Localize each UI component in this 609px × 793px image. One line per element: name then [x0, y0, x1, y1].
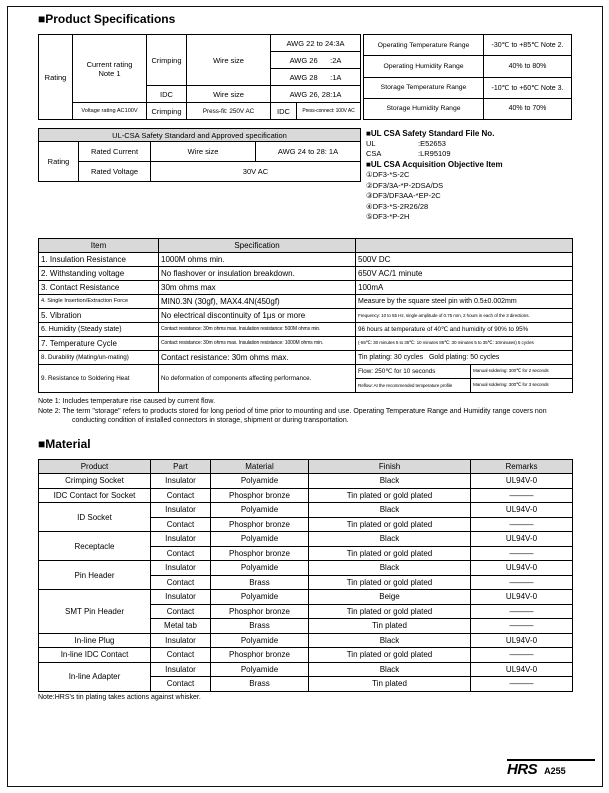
cell-part: Insulator	[151, 633, 211, 648]
cell-part: Contact	[151, 677, 211, 692]
spec-item-cell: 9. Resistance to Soldering Heat	[39, 364, 159, 392]
idc-cell: IDC	[147, 86, 187, 103]
table-row	[39, 35, 361, 52]
ulcsa-header-cell: UL-CSA Safety Standard and Approved specification	[39, 129, 361, 142]
cell-part: Insulator	[151, 474, 211, 489]
table-row	[39, 350, 573, 364]
table-row	[39, 322, 573, 336]
cell-remarks: ———	[471, 648, 573, 663]
cell-product: In-line Adapter	[39, 662, 151, 691]
cell-part: Contact	[151, 546, 211, 561]
spec-value-cell: No flashover or insulation breakdown.	[159, 266, 356, 280]
voltage-crimping-value-cell: Press-fit: 250V AC	[187, 103, 271, 120]
idc-awg-cell: AWG 26, 28:1A	[271, 86, 361, 103]
cell-part: Contact	[151, 488, 211, 503]
cell-finish: Tin plated or gold plated	[309, 575, 471, 590]
table-row	[39, 648, 573, 663]
spec-reflow-cell: Reflow: At the recommended temperature profile	[356, 378, 471, 392]
cell-material: Polyamide	[211, 503, 309, 518]
rated-voltage-cell: Rated Voltage	[79, 162, 151, 182]
spec-item-cell: 2. Withstanding voltage	[39, 266, 159, 280]
cell-material: Polyamide	[211, 662, 309, 677]
cell-material: Polyamide	[211, 561, 309, 576]
spec-cond-cell: 500V DC	[356, 252, 573, 266]
table-row	[39, 561, 573, 576]
cell-finish: Tin plated or gold plated	[309, 604, 471, 619]
table-row	[39, 252, 573, 266]
objective-item: ①DF3-*S-2C	[366, 170, 410, 179]
table-row	[39, 308, 573, 322]
cell-material: Phosphor bronze	[211, 517, 309, 532]
table-row	[364, 56, 572, 77]
env-label-cell: Storage Humidity Range	[364, 98, 484, 119]
note-2: Note 2: The term "storage" refers to products stored for long period of time prior to mounting and use. Operating Temperature Range and Humidity range covers non conducting condition of installed connectors in storage, shipment or during transportation.	[38, 407, 547, 424]
specification-table	[38, 238, 573, 393]
ulcsa-table	[38, 128, 361, 182]
cell-remarks: UL94V-0	[471, 590, 573, 605]
cell-part: Insulator	[151, 561, 211, 576]
cell-finish: Tin plated or gold plated	[309, 517, 471, 532]
hrs-logo: HRS	[507, 761, 538, 778]
cell-finish: Tin plated	[309, 619, 471, 634]
cell-remarks: UL94V-0	[471, 503, 573, 518]
awg-value-cell: AWG 26 :2A	[271, 52, 361, 69]
cell-remarks: ———	[471, 517, 573, 532]
current-rating-note: Note 1	[98, 68, 121, 78]
rating-table	[38, 34, 361, 120]
table-row	[39, 590, 573, 605]
cell-finish: Black	[309, 532, 471, 547]
cell-material: Phosphor bronze	[211, 546, 309, 561]
cell-finish: Tin plated or gold plated	[309, 488, 471, 503]
current-rating-label: Current rating	[86, 59, 133, 69]
safety-standard-block	[364, 128, 572, 223]
cell-material: Phosphor bronze	[211, 604, 309, 619]
objective-item: ②DF3/3A-*P-2DSA/DS	[366, 180, 444, 190]
voltage-crimping-cell: Crimping	[147, 103, 187, 120]
env-value-cell: -10℃ to +60℃ Note 3.	[484, 77, 572, 98]
ulcsa-rating-cell: Rating	[39, 142, 79, 182]
crimping-cell: Crimping	[147, 35, 187, 86]
ulcsa-wire-size-value-cell: AWG 24 to 28: 1A	[256, 142, 361, 162]
spec-cond-cell: 96 hours at temperature of 40℃ and humidity of 90% to 95%	[356, 322, 573, 336]
spec-item-cell: 1. Insulation Resistance	[39, 252, 159, 266]
cell-remarks: UL94V-0	[471, 474, 573, 489]
table-row	[39, 532, 573, 547]
table-header-row	[39, 459, 573, 474]
spec-value-cell: Contact resistance: 30m ohms max.	[159, 350, 356, 364]
cell-part: Contact	[151, 575, 211, 590]
environment-table	[363, 34, 572, 120]
spec-cond-cell: (-55℃: 30 minutes 5 to 35℃: 10 minutes 85℃: 30 minutes 5 to 35℃: 10minutes) 5 cycles	[356, 336, 573, 350]
cell-remarks: ———	[471, 488, 573, 503]
table-row	[39, 336, 573, 350]
footer	[507, 759, 595, 777]
table-row	[39, 633, 573, 648]
cell-part: Insulator	[151, 590, 211, 605]
table-row	[39, 280, 573, 294]
table-row	[39, 474, 573, 489]
cell-remarks: ———	[471, 604, 573, 619]
cell-part: Metal tab	[151, 619, 211, 634]
safety-ul-line	[366, 139, 572, 149]
cell-remarks: ———	[471, 575, 573, 590]
table-row	[39, 364, 573, 378]
spec-flow-manual-cell: Manual soldering: 300℃ for 2 seconds	[471, 364, 573, 378]
page-content	[38, 12, 572, 701]
cell-finish: Beige	[309, 590, 471, 605]
cell-material: Phosphor bronze	[211, 488, 309, 503]
cell-remarks: ———	[471, 546, 573, 561]
spec-value-cell: Contact resistance: 30m ohms max. Insulation resistance: 1000M ohms min.	[159, 336, 356, 350]
spec-reflow-manual-cell: Manual soldering: 300℃ for 3 seconds	[471, 378, 573, 392]
awg-value-cell: AWG 28 :1A	[271, 69, 361, 86]
cell-material: Polyamide	[211, 590, 309, 605]
ul-label: UL	[366, 139, 376, 148]
table-header-row	[39, 238, 573, 252]
voltage-idc-cell: IDC	[271, 103, 297, 120]
section-title-material: ■Material	[38, 436, 91, 451]
cell-remarks: UL94V-0	[471, 662, 573, 677]
spec-item-cell: 5. Vibration	[39, 308, 159, 322]
cell-finish: Tin plated or gold plated	[309, 648, 471, 663]
voltage-idc-value-cell: Press-connect: 100V AC	[297, 103, 361, 120]
cell-finish: Tin plated or gold plated	[309, 546, 471, 561]
header-condition	[356, 238, 573, 252]
cell-material: Phosphor bronze	[211, 648, 309, 663]
table-row	[39, 129, 361, 142]
header-material: Material	[211, 459, 309, 474]
cell-product: Receptacle	[39, 532, 151, 561]
table-row	[364, 98, 572, 119]
spec-value-cell: 30m ohms max	[159, 280, 356, 294]
spec-cond-cell: 650V AC/1 minute	[356, 266, 573, 280]
cell-material: Polyamide	[211, 532, 309, 547]
spec-flow-cell: Flow: 250℃ for 10 seconds	[356, 364, 471, 378]
spec-cond-cell: 100mA	[356, 280, 573, 294]
cell-part: Contact	[151, 648, 211, 663]
cell-product: SMT Pin Header	[39, 590, 151, 634]
header-product: Product	[39, 459, 151, 474]
voltage-rating-label: Voltage rating	[81, 108, 116, 114]
cell-product: ID Socket	[39, 503, 151, 532]
cell-remarks: UL94V-0	[471, 561, 573, 576]
env-label-cell: Operating Temperature Range	[364, 35, 484, 56]
table-row	[39, 294, 573, 308]
header-remarks: Remarks	[471, 459, 573, 474]
spec-item-cell: 4. Single Insertion/Extraction Force	[39, 294, 159, 308]
voltage-rating-value: AC100V	[116, 108, 138, 114]
rating-section	[38, 34, 572, 120]
spec-value-cell: No deformation of components affecting performance.	[159, 364, 356, 392]
cell-finish: Black	[309, 561, 471, 576]
section-title-product-specifications: ■Product Specifications	[38, 12, 176, 26]
objective-item: ④DF3-*S-2R26/28	[366, 201, 429, 211]
cell-finish: Black	[309, 662, 471, 677]
notes-block	[38, 397, 572, 425]
material-note: Note:HRS's tin plating takes actions against whisker.	[38, 693, 201, 701]
rated-current-cell: Rated Current	[79, 142, 151, 162]
objective-item: ③DF3/DF3AA-*EP-2C	[366, 191, 441, 200]
table-row	[39, 503, 573, 518]
cell-material: Polyamide	[211, 474, 309, 489]
spec-item-cell: 6. Humidity (Steady state)	[39, 322, 159, 336]
rated-voltage-value-cell: 30V AC	[151, 162, 361, 182]
cell-finish: Black	[309, 474, 471, 489]
cell-material: Brass	[211, 677, 309, 692]
spec-item-cell: 7. Temperature Cycle	[39, 336, 159, 350]
table-row	[39, 162, 361, 182]
ulcsa-section	[38, 128, 572, 223]
cell-product: Crimping Socket	[39, 474, 151, 489]
env-label-cell: Storage Temperature Range	[364, 77, 484, 98]
cell-finish: Black	[309, 503, 471, 518]
ulcsa-wire-size-cell: Wire size	[151, 142, 256, 162]
env-value-cell: 40% to 70%	[484, 98, 572, 119]
env-label-cell: Operating Humidity Range	[364, 56, 484, 77]
env-value-cell: 40% to 80%	[484, 56, 572, 77]
header-specification: Specification	[159, 238, 356, 252]
safety-csa-line	[366, 149, 572, 159]
material-table	[38, 459, 573, 692]
spec-cond-cell: Measure by the square steel pin with 0.5±0.002mm	[356, 294, 573, 308]
cell-part: Insulator	[151, 532, 211, 547]
awg-value-cell: AWG 22 to 24:3A	[271, 35, 361, 52]
voltage-rating-cell	[73, 103, 147, 120]
spec-value-cell: MIN0.3N (30gf), MAX4.4N(450gf)	[159, 294, 356, 308]
spec-value-cell: 1000M ohms min.	[159, 252, 356, 266]
cell-finish: Tin plated	[309, 677, 471, 692]
cell-product: Pin Header	[39, 561, 151, 590]
wire-size-cell: Wire size	[187, 35, 271, 86]
cell-remarks: ———	[471, 619, 573, 634]
env-value-cell: -30℃ to +85℃ Note 2.	[484, 35, 572, 56]
csa-value: :LR95109	[418, 149, 451, 158]
csa-label: CSA	[366, 149, 382, 158]
cell-material: Brass	[211, 619, 309, 634]
header-part: Part	[151, 459, 211, 474]
table-row	[39, 662, 573, 677]
spec-item-cell: 3. Contact Resistance	[39, 280, 159, 294]
spec-value-cell: Contact resistance: 30m ohms max. Insulation resistance: 500M ohms min.	[159, 322, 356, 336]
table-row	[364, 77, 572, 98]
table-row	[364, 35, 572, 56]
page-number: A255	[544, 766, 566, 776]
objective-item: ⑤DF3-*P-2H	[366, 212, 410, 221]
header-item: Item	[39, 238, 159, 252]
objective-title: ■UL CSA Acquisition Objective Item	[366, 160, 503, 169]
cell-remarks: UL94V-0	[471, 532, 573, 547]
table-row	[39, 266, 573, 280]
table-row	[39, 103, 361, 120]
current-rating-cell	[73, 35, 147, 103]
ul-value: :E52653	[418, 139, 446, 148]
cell-product: In-line Plug	[39, 633, 151, 648]
note-1: Note 1: Includes temperature rise caused by current flow.	[38, 397, 216, 405]
cell-material: Brass	[211, 575, 309, 590]
spec-cond-cell: Tin plating: 30 cycles Gold plating: 50 cycles	[356, 350, 573, 364]
cell-finish: Black	[309, 633, 471, 648]
safety-file-title: ■UL CSA Safety Standard File No.	[366, 129, 495, 138]
cell-remarks: ———	[471, 677, 573, 692]
cell-product: IDC Contact for Socket	[39, 488, 151, 503]
table-row	[39, 488, 573, 503]
header-finish: Finish	[309, 459, 471, 474]
table-row	[39, 142, 361, 162]
cell-remarks: UL94V-0	[471, 633, 573, 648]
cell-material: Polyamide	[211, 633, 309, 648]
spec-item-cell: 8. Durability (Mating/un-mating)	[39, 350, 159, 364]
cell-product: In-line IDC Contact	[39, 648, 151, 663]
spec-value-cell: No electrical discontinuity of 1μs or more	[159, 308, 356, 322]
cell-part: Contact	[151, 604, 211, 619]
cell-part: Contact	[151, 517, 211, 532]
idc-wire-size-cell: Wire size	[187, 86, 271, 103]
rating-label-cell: Rating	[39, 35, 73, 120]
cell-part: Insulator	[151, 662, 211, 677]
cell-part: Insulator	[151, 503, 211, 518]
spec-cond-cell: Frequency: 10 to 55 Hz, single amplitude of 0.75 mm, 2 hours in each of the 3 directions.	[356, 308, 573, 322]
